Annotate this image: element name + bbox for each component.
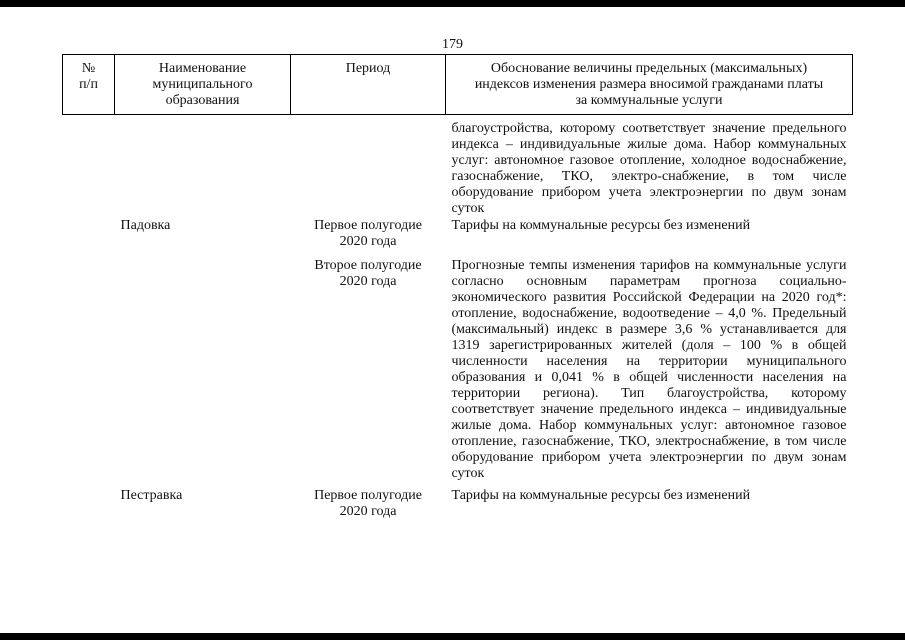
tariff-table [62, 54, 853, 520]
header-number-text: № п/п [79, 61, 98, 92]
period-cell: Первое полугодие 2020 года [314, 488, 422, 519]
row-number [63, 217, 115, 250]
municipality-cell: Падовка [120, 218, 171, 233]
header-number [63, 55, 115, 115]
top-border-bar [0, 0, 905, 7]
row-number [63, 482, 115, 520]
page-number: 179 [442, 37, 463, 52]
municipality-cell: Пестравка [120, 488, 183, 503]
municipality-cell [115, 250, 291, 482]
row-number [63, 250, 115, 482]
row-number [63, 115, 115, 218]
justification-cell: благоустройства, которому соответствует значение предельного индекса – индивидуальные жилые дома. Набор коммунальных услуг: автономное газовое отопление, холодное водоснабжение, газоснабжение, ТКО, электро-снабжение, в том числе оборудование прибором учета электроэнергии по двум зонам суток [451, 121, 847, 216]
header-municipality [115, 55, 291, 115]
header-municipality-text: Наименование муниципального образования [152, 61, 253, 108]
period-cell: Первое полугодие 2020 года [314, 218, 422, 249]
table-row [63, 217, 853, 250]
header-row [63, 55, 853, 115]
header-period [291, 55, 446, 115]
table-row [63, 482, 853, 520]
bottom-border-bar [0, 633, 905, 640]
justification-cell: Тарифы на коммунальные ресурсы без изменений [451, 218, 751, 233]
table-header [63, 55, 853, 115]
period-cell [291, 115, 446, 218]
header-period-text: Период [345, 61, 391, 76]
justification-cell: Прогнозные темпы изменения тарифов на коммунальные услуги согласно основным параметрам прогноза социально-экономического развития Российской Федерации на 2020 год*: отопление, водоснабжение, водоотведение – 4,0 %. Предельный (максимальный) индекс в размере 3,6 % устанавливается для 1319 зарегистрированных жителей (доля – 100 % в общей численности населения на территории муниципального образования и 0,041 % в общей численности населения на территории региона). Тип благоустройства, которому соответствует значение предельного индекса – индивидуальные жилые дома. Набор коммунальных услуг: автономное газовое отопление, газоснабжение, ТКО, электроснабжение, в том числе оборудование прибором учета электроэнергии по двум зонам суток [451, 258, 847, 481]
table-row [63, 115, 853, 218]
municipality-cell [115, 115, 291, 218]
header-justification [446, 55, 853, 115]
justification-cell: Тарифы на коммунальные ресурсы без изменений [451, 488, 751, 503]
table-body [63, 115, 853, 521]
table-row [63, 250, 853, 482]
period-cell: Второе полугодие 2020 года [314, 258, 422, 289]
header-justification-text: Обоснование величины предельных (максимальных) индексов изменения размера вносимой гражданами платы за коммунальные услуги [474, 61, 824, 108]
